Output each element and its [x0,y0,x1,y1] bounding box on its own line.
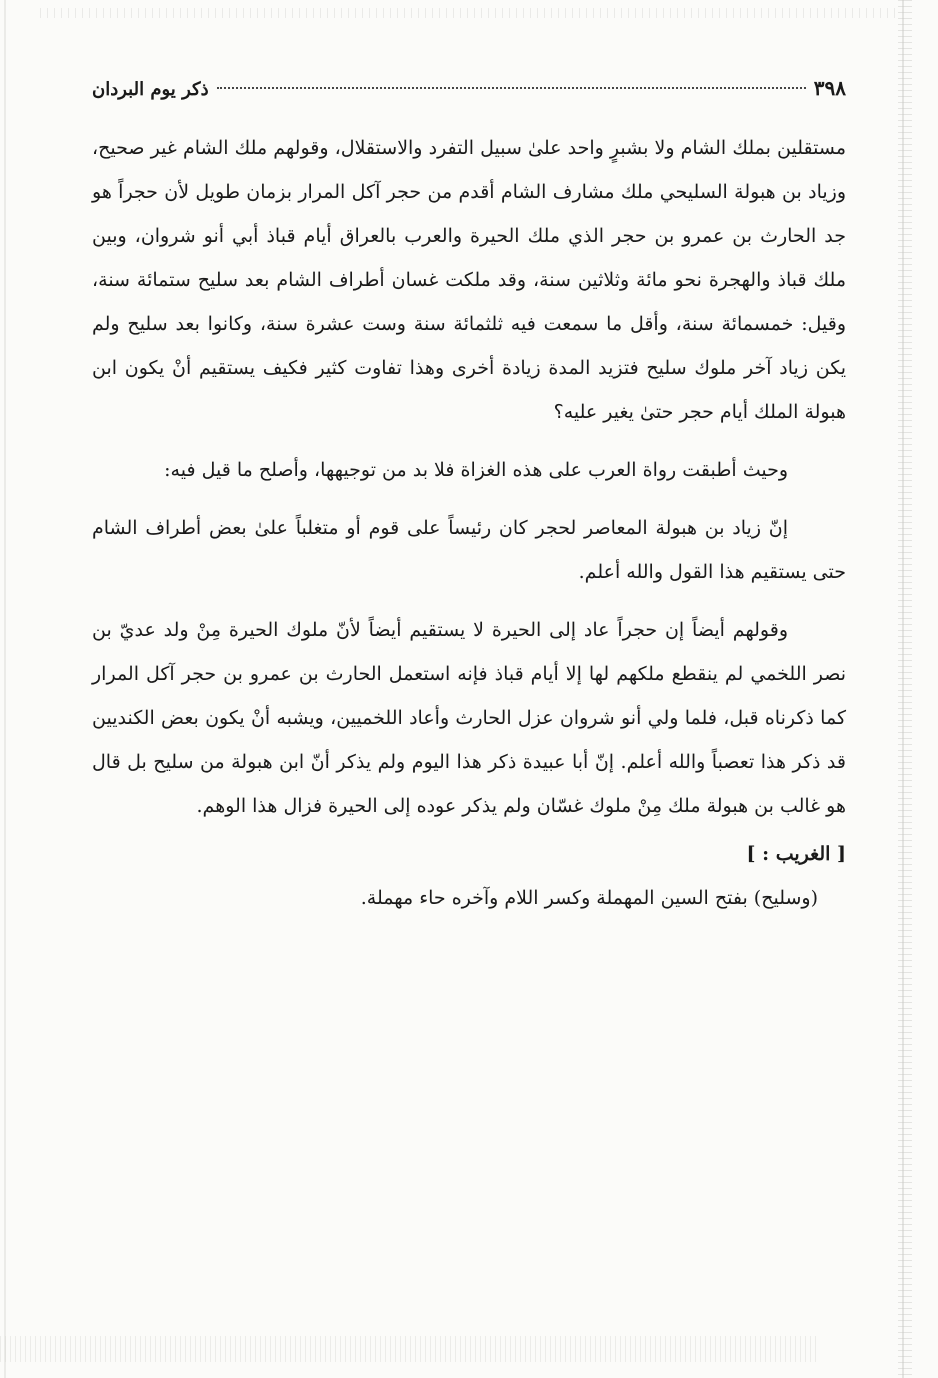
paragraph-1: مستقلين بملك الشام ولا بشبرٍ واحد علىٰ سبيل التفرد والاستقلال، وقولهم ملك الشام غير صحيح، وزياد بن هبولة السليحي ملك مشارف الشام أقدم من حجر آكل المرار بزمان طويل لأن حجراً هو جد الحارث بن عمرو بن حجر الذي ملك الحيرة والعرب بالعراق أيام قباذ أبي أنو شروان، وبين ملك قباذ والهجرة نحو مائة وثلاثين سنة، وقد ملكت غسان أطراف الشام بعد سليح ستمائة سنة، وقيل: خمسمائة سنة، وأقل ما سمعت فيه ثلثمائة سنة وست عشرة سنة، وكانوا بعد سليح ولم يكن زياد آخر ملوك سليح فتزيد المدة زيادة أخرى وهذا تفاوت كثير فكيف يستقيم أنْ يكون ابن هبولة الملك أيام حجر حتىٰ يغير عليه؟ [92,137,846,423]
gharib-heading: [ الغريب : ] [746,843,846,865]
scan-left-edge [4,0,6,1378]
paragraph-2: وحيث أطبقت رواة العرب على هذه الغزاة فلا بد من توجيهها، وأصلح ما قيل فيه: [164,459,788,481]
running-title: ذكر يوم البردان [92,79,209,100]
scan-top-noise [40,8,898,18]
paragraph-4: وقولهم أيضاً إن حجراً عاد إلى الحيرة لا يستقيم أيضاً لأنّ ملوك الحيرة مِنْ ولد عديّ بن نصر اللخمي لم ينقطع ملكهم لها إلا أيام قباذ فإنه استعمل الحارث بن عمرو بن حجر آكل المرار كما ذكرناه قبل، فلما ولي أنو شروان عزل الحارث وأعاد اللخميين، ويشبه أنْ يكون بعض الكنديين قد ذكر هذا تعصباً والله أعلم. إنّ أبا عبيدة ذكر هذا اليوم ولم يذكر أنّ ابن هبولة من سليح بل قال هو غالب بن هبولة ملك مِنْ ملوك غسّان ولم يذكر عوده إلى الحيرة فزال هذا الوهم. [92,619,846,817]
paragraph-3: إنّ زياد بن هبولة المعاصر لحجر كان رئيساً على قوم أو متغلباً علىٰ بعض أطراف الشام حتى يستقيم هذا القول والله أعلم. [92,517,846,583]
page-number: ٣٩٨ [813,76,846,100]
gharib-note: (وسليح) بفتح السين المهملة وكسر اللام وآخره حاء مهملة. [360,887,818,909]
scan-right-edge [898,0,912,1378]
book-page [92,76,846,920]
scan-bottom-noise [0,1336,818,1362]
header-dotted-leader [217,87,806,89]
page-header [92,76,846,114]
